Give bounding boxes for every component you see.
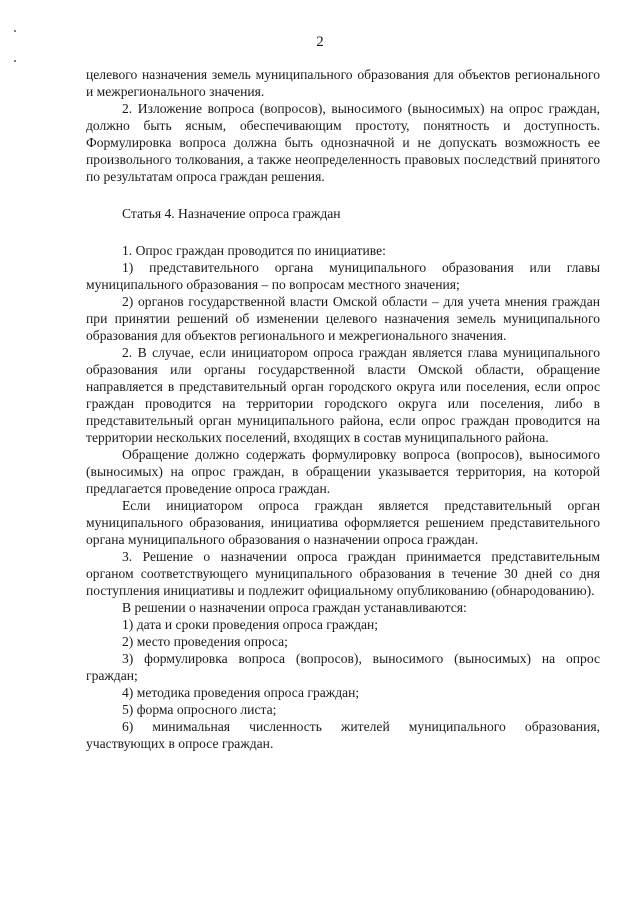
list-item-dates: 1) дата и сроки проведения опроса граждан; bbox=[122, 617, 379, 632]
paragraph-item-2: 2. Изложение вопроса (вопросов), выносимого (выносимых) на опрос граждан, должно быть ясным, обеспечивающим простоту, понятность и доступность. Формулировка вопроса должна быть однозначной и не допускать возможность ее произвольного толкования, а также неопределенность правовых последствий принятого по результатам опроса граждан решения. bbox=[86, 101, 600, 184]
document-body bbox=[86, 66, 600, 752]
paragraph-item-2-case: 2. В случае, если инициатором опроса граждан является глава муниципального образования или органы государственной власти Омской области, обращение направляется в представительный орган городского округа или поселения, если опрос граждан проводится на территории городского округа или поселения, либо в представительный орган муниципального района, если опрос граждан проводится на территории нескольких поселений, входящих в состав муниципального района. bbox=[86, 345, 600, 445]
list-item-minimum: 6) минимальная численность жителей муниципального образования, участвующих в опросе граждан. bbox=[86, 719, 600, 751]
list-item-form: 5) форма опросного листа; bbox=[122, 702, 277, 717]
paragraph-decision-contents: В решении о назначении опроса граждан устанавливаются: bbox=[122, 600, 467, 615]
paragraph-subitem-2: 2) органов государственной власти Омской области – для учета мнения граждан при принятии решений об изменении целевого назначения земель муниципального образования для объектов регионального и межрегионального значения. bbox=[86, 294, 600, 343]
page-number: 2 bbox=[316, 34, 324, 50]
paragraph-subitem-1: 1) представительного органа муниципального образования или главы муниципального образования – по вопросам местного значения; bbox=[86, 260, 600, 292]
article-heading: Статья 4. Назначение опроса граждан bbox=[122, 206, 341, 221]
scan-speck bbox=[14, 30, 16, 32]
list-item-place: 2) место проведения опроса; bbox=[122, 634, 288, 649]
paragraph-council-initiative: Если инициатором опроса граждан является представительный орган муниципального образования, инициатива оформляется решением представительного органа муниципального образования о назначении опроса граждан. bbox=[86, 498, 600, 547]
list-item-question: 3) формулировка вопроса (вопросов), выносимого (выносимых) на опрос граждан; bbox=[86, 651, 600, 683]
scan-speck bbox=[14, 60, 16, 62]
list-item-method: 4) методика проведения опроса граждан; bbox=[122, 685, 360, 700]
paragraph-request-content: Обращение должно содержать формулировку вопроса (вопросов), выносимого (выносимых) на опрос граждан, в обращении указывается территория, на которой предлагается проведение опроса граждан. bbox=[86, 447, 600, 496]
paragraph-item-1: 1. Опрос граждан проводится по инициативе: bbox=[122, 243, 386, 258]
paragraph-continuation: целевого назначения земель муниципального образования для объектов регионального и межрегионального значения. bbox=[86, 67, 600, 99]
paragraph-item-3: 3. Решение о назначении опроса граждан принимается представительным органом соответствующего муниципального образования в течение 30 дней со дня поступления инициативы и подлежит официальному опубликованию (обнародованию). bbox=[86, 549, 600, 598]
